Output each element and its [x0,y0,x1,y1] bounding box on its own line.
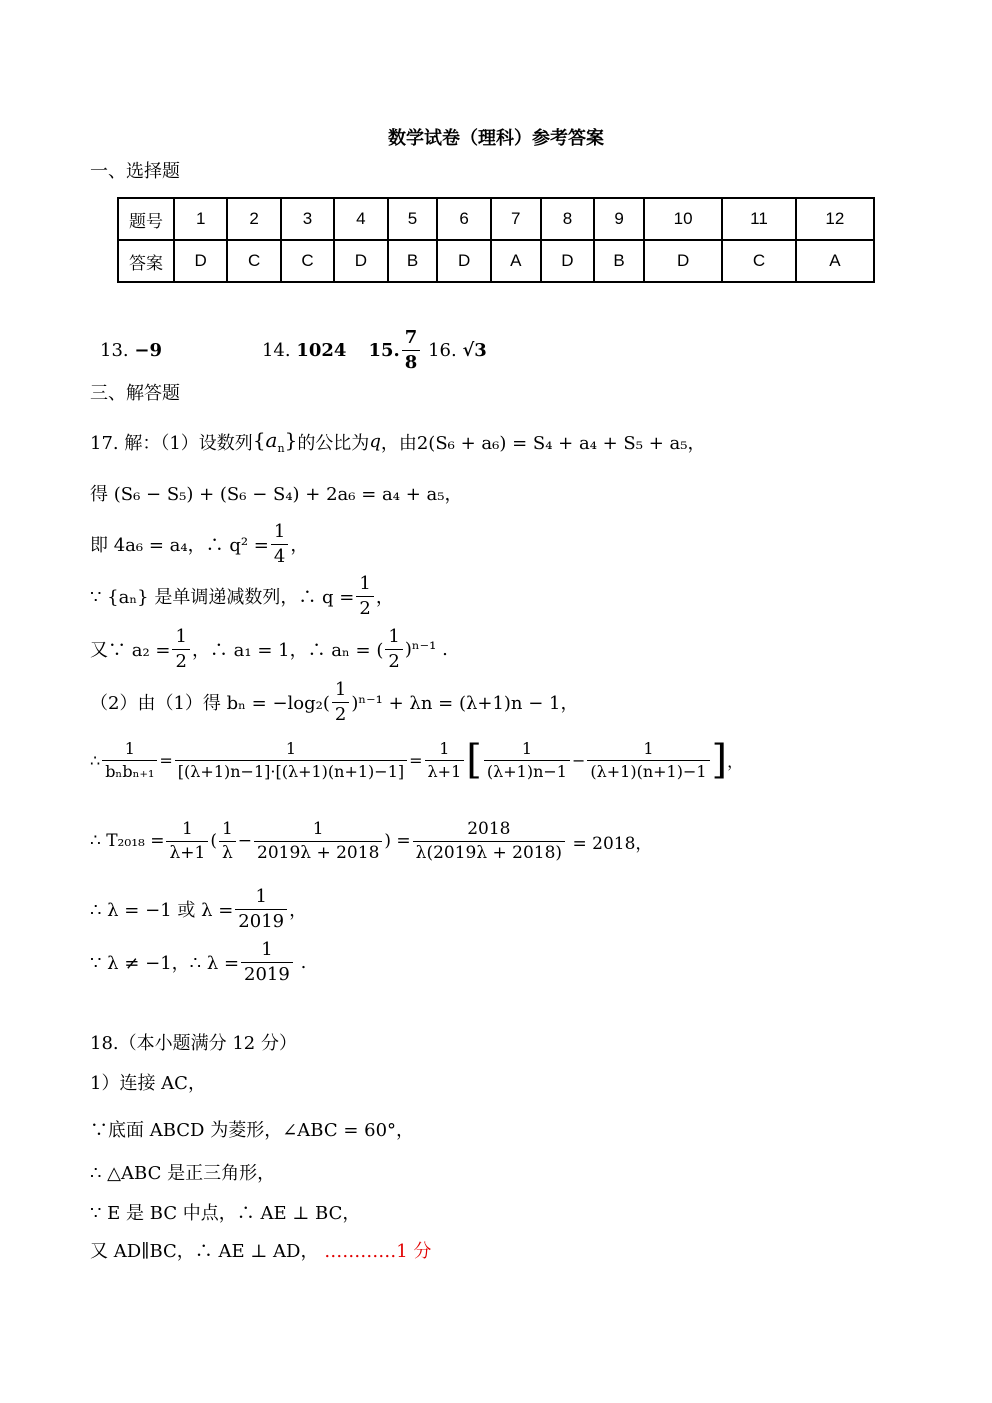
math-text: ， [727,751,744,771]
table-cell: D [541,240,594,282]
denominator: 2019λ + 2018 [257,842,380,863]
math-text: （2）由（1）得 bₙ = −log₂( [90,693,330,715]
q15-label: 15. [368,339,400,361]
fraction [425,740,465,780]
p17-line-3 [90,522,308,567]
p18-line-1: 1）连接 AC， [90,1073,206,1094]
p18-line-2: ∵底面 ABCD 为菱形，∠ABC = 60°， [90,1120,415,1141]
q16-label: 16. [428,339,457,361]
math-text: 又∵ a₂ = [90,640,171,662]
math-text: ∴ [90,750,101,770]
numerator: 2018 [413,820,565,842]
sequence-symbol: $\{a_n\}$ [252,428,298,455]
table-cell: B [388,240,438,282]
q13-label: 13. [100,339,129,361]
numerator: 1 [587,740,709,761]
q15-answer-fraction [402,328,421,373]
p17-intro: 17. 解：（1）设数列 [90,432,253,454]
numerator: 1 [166,820,208,842]
denominator: bₙbₙ₊₁ [105,761,155,781]
table-cell: D [437,240,490,282]
math-text: ∵ {aₙ} 是单调递减数列，∴ q = [90,587,355,609]
p18-line-3: ∴ △ABC 是正三角形， [90,1163,276,1184]
section-heading-choice: 一、选择题 [90,161,180,182]
p18-line-4: ∵ E 是 BC 中点，∴ AE ⊥ BC， [90,1203,361,1224]
row-label-question: 题号 [118,198,174,240]
row-label-answer: 答案 [118,240,174,282]
denominator: [(λ+1)n−1]·[(λ+1)(n+1)−1] [177,761,405,781]
section-heading-solutions: 三、解答题 [90,383,180,404]
fraction [235,887,287,932]
denominator: 2 [334,703,347,725]
fraction [271,522,288,567]
fraction [175,740,407,780]
math-text: )ⁿ⁻¹ . [404,638,448,660]
p17-line-7: ∴ $\frac{1}{\text{bₙbₙ₊₁}}$ = $\frac{1}{[(\lambda+1)n-1]\cdot[(\lambda+1)(n+1)-1]}$ = $\frac{1}{\lambda+1}$ [ $\frac{1}{(\lambda+1)n-1}$ − $\frac{1}{(\lambda+1)(n+1)-1}$ ] ， [90,737,744,784]
left-bracket: [ [466,737,482,784]
q13-answer: −9 [134,339,162,361]
math-text: ，∴ a₁ = 1，∴ aₙ = ( [191,640,384,662]
numerator: 1 [484,740,570,761]
numerator: 1 [271,522,288,545]
fraction [166,820,208,862]
p17-given-equation: 2(S₆ + a₆) = S₄ + a₄ + S₅ + a₅， [416,432,706,454]
table-cell: 11 [722,198,795,240]
math-text: ∴ λ = −1 或 λ = [90,900,234,922]
math-text: ∴ T₂₀₁₈ = [90,831,165,852]
denominator: 2 [359,597,371,619]
math-text: ， [289,900,308,922]
q14-label: 14. [261,339,291,361]
fraction [241,940,293,985]
p17-line-4 [90,574,394,619]
table-cell: 7 [491,198,541,240]
denominator: 2 [388,650,400,672]
fraction [254,820,382,862]
numerator: 1 [175,740,407,761]
numerator: 1 [102,740,157,761]
table-cell: 12 [796,198,874,240]
numerator: 1 [385,627,402,650]
table-row-answers [118,240,874,282]
q15-numerator: 7 [402,328,421,351]
denominator: λ+1 [427,761,462,781]
p18-heading: 18.（本小题满分 12 分） [90,1033,297,1054]
table-row-numbers [118,198,874,240]
fraction [219,820,236,862]
numerator: 1 [219,820,236,842]
table-cell: D [174,240,227,282]
table-cell: 2 [227,198,280,240]
score-marker: …………1 分 [324,1241,432,1262]
numerator: 1 [425,740,465,761]
denominator: λ(2019λ + 2018) [415,842,563,863]
table-cell: 5 [388,198,438,240]
numerator: 1 [356,574,373,597]
math-text: = 2018， [572,833,653,854]
table-cell: B [594,240,644,282]
fraction [332,680,349,725]
denominator: (λ+1)n−1 [486,761,567,781]
p17-line-1 [90,428,705,455]
p17-line-2: 得 (S₆ − S₅) + (S₆ − S₄) + 2a₆ = a₄ + a₅， [90,484,463,505]
table-cell: D [334,240,387,282]
table-cell: 8 [541,198,594,240]
q14-answer: 1024 [296,339,347,361]
table-cell: C [281,240,334,282]
math-text: 即 4a₆ = a₄，∴ q² = [90,535,269,557]
p18-line-5-text: 又 AD∥BC，∴ AE ⊥ AD， [90,1241,319,1262]
right-bracket: ] [711,737,728,784]
numerator: 1 [332,680,349,703]
denominator: λ [221,842,233,863]
denominator: 4 [273,545,286,567]
p17-by-text: ，由 [380,432,417,454]
numerator: 1 [172,627,189,650]
fill-in-answers [100,328,487,373]
page-title: 数学试卷（理科）参考答案 [388,128,604,149]
p18-line-5 [90,1243,431,1261]
fraction [385,627,402,672]
numerator: 1 [235,887,287,910]
denominator: (λ+1)(n+1)−1 [590,761,707,781]
table-cell: 1 [174,198,227,240]
numerator: 1 [241,940,293,963]
p17-line-9 [90,887,307,932]
denominator: λ+1 [169,842,206,863]
p17-line-8: ∴ T₂₀₁₈ = $\frac{1}{\lambda+1}$ ( $\frac{1}{\lambda}$ − $\frac{1}{2019\lambda + 2018}$ ) = $\frac{2018}{\lambda(2019\lambda + 2018)}$ = 2018， [90,819,653,863]
fraction [102,740,157,780]
math-text: ， [375,587,394,609]
math-text: ∵ λ ≠ −1，∴ λ = [90,953,240,975]
q16-answer: √3 [462,339,487,361]
p17-line-10 [90,940,306,985]
p17-line-6 [90,680,579,725]
table-cell: A [796,240,874,282]
p17-line-5 [90,627,448,672]
denominator: 2 [175,650,187,672]
denominator: 2019 [238,910,285,932]
math-text: ， [290,535,309,557]
ratio-symbol: q [369,431,381,452]
table-cell: 10 [644,198,722,240]
table-cell: D [644,240,722,282]
fraction [356,574,373,619]
q15-denominator: 8 [404,351,418,373]
table-cell: 3 [281,198,334,240]
table-cell: A [491,240,541,282]
numerator: 1 [254,820,382,842]
table-cell: 9 [594,198,644,240]
fraction [413,820,565,862]
math-text: )ⁿ⁻¹ + λn = (λ+1)n − 1， [351,693,579,715]
fraction [172,627,189,672]
fraction [587,740,709,780]
table-cell: C [722,240,795,282]
math-text: . [300,951,307,973]
table-cell: C [227,240,280,282]
denominator: 2019 [244,963,290,985]
table-cell: 6 [437,198,490,240]
table-cell: 4 [334,198,387,240]
p17-ratio-text: 的公比为 [297,432,370,454]
fraction [484,740,570,780]
answer-table [117,197,875,283]
